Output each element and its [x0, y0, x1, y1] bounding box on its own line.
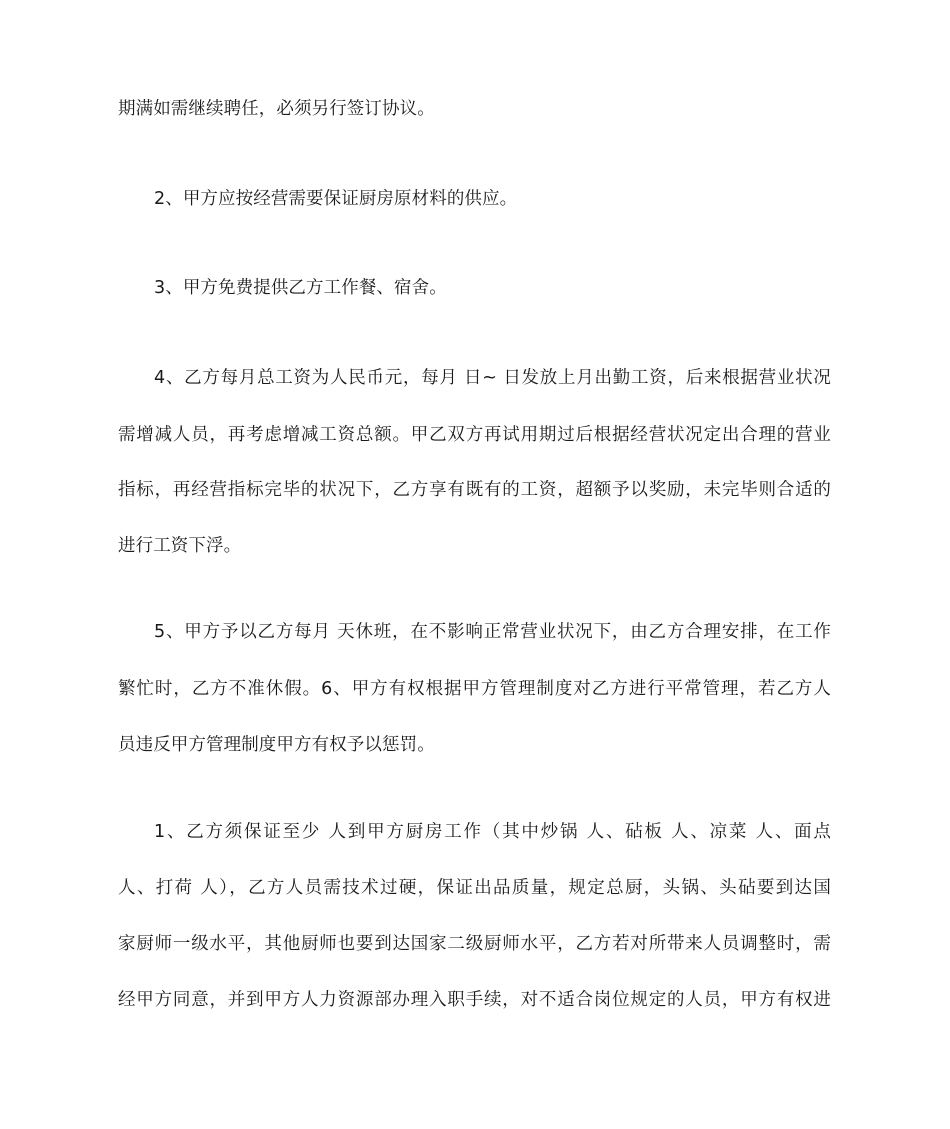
- text-line: 进行工资下浮。: [118, 536, 242, 556]
- text-line: 指标，再经营指标完毕的状况下，乙方享有既有的工资，超额予以奖励，未完毕则合适的: [118, 480, 831, 500]
- text-line: 3、甲方免费提供乙方工作餐、宿舍。: [154, 278, 447, 298]
- text-line: 5、甲方予以乙方每月 天休班，在不影响正常营业状况下，由乙方合理安排，在工作: [154, 622, 831, 642]
- text-line: 1、乙方须保证至少 人到甲方厨房工作（其中炒锅 人、砧板 人、凉菜 人、面点: [154, 822, 831, 842]
- text-line: 繁忙时，乙方不准休假。6、甲方有权根据甲方管理制度对乙方进行平常管理，若乙方人: [118, 679, 831, 699]
- text-line: 需增减人员，再考虑增减工资总额。甲乙双方再试用期过后根据经营状况定出合理的营业: [118, 425, 831, 445]
- text-line: 员违反甲方管理制度甲方有权予以惩罚。: [118, 735, 435, 755]
- text-line: 期满如需继续聘任，必须另行签订协议。: [118, 99, 435, 119]
- text-line: 2、甲方应按经营需要保证厨房原材料的供应。: [154, 189, 518, 209]
- text-line: 家厨师一级水平，其他厨师也要到达国家二级厨师水平，乙方若对所带来人员调整时，需: [118, 934, 831, 954]
- text-line: 人、打荷 人），乙方人员需技术过硬，保证出品质量，规定总厨，头锅、头砧要到达国: [118, 878, 831, 898]
- text-line: 4、乙方每月总工资为人民币元，每月 日~ 日发放上月出勤工资，后来根据营业状况: [154, 368, 831, 388]
- text-line: 经甲方同意，并到甲方人力资源部办理入职手续，对不适合岗位规定的人员，甲方有权进: [118, 990, 831, 1010]
